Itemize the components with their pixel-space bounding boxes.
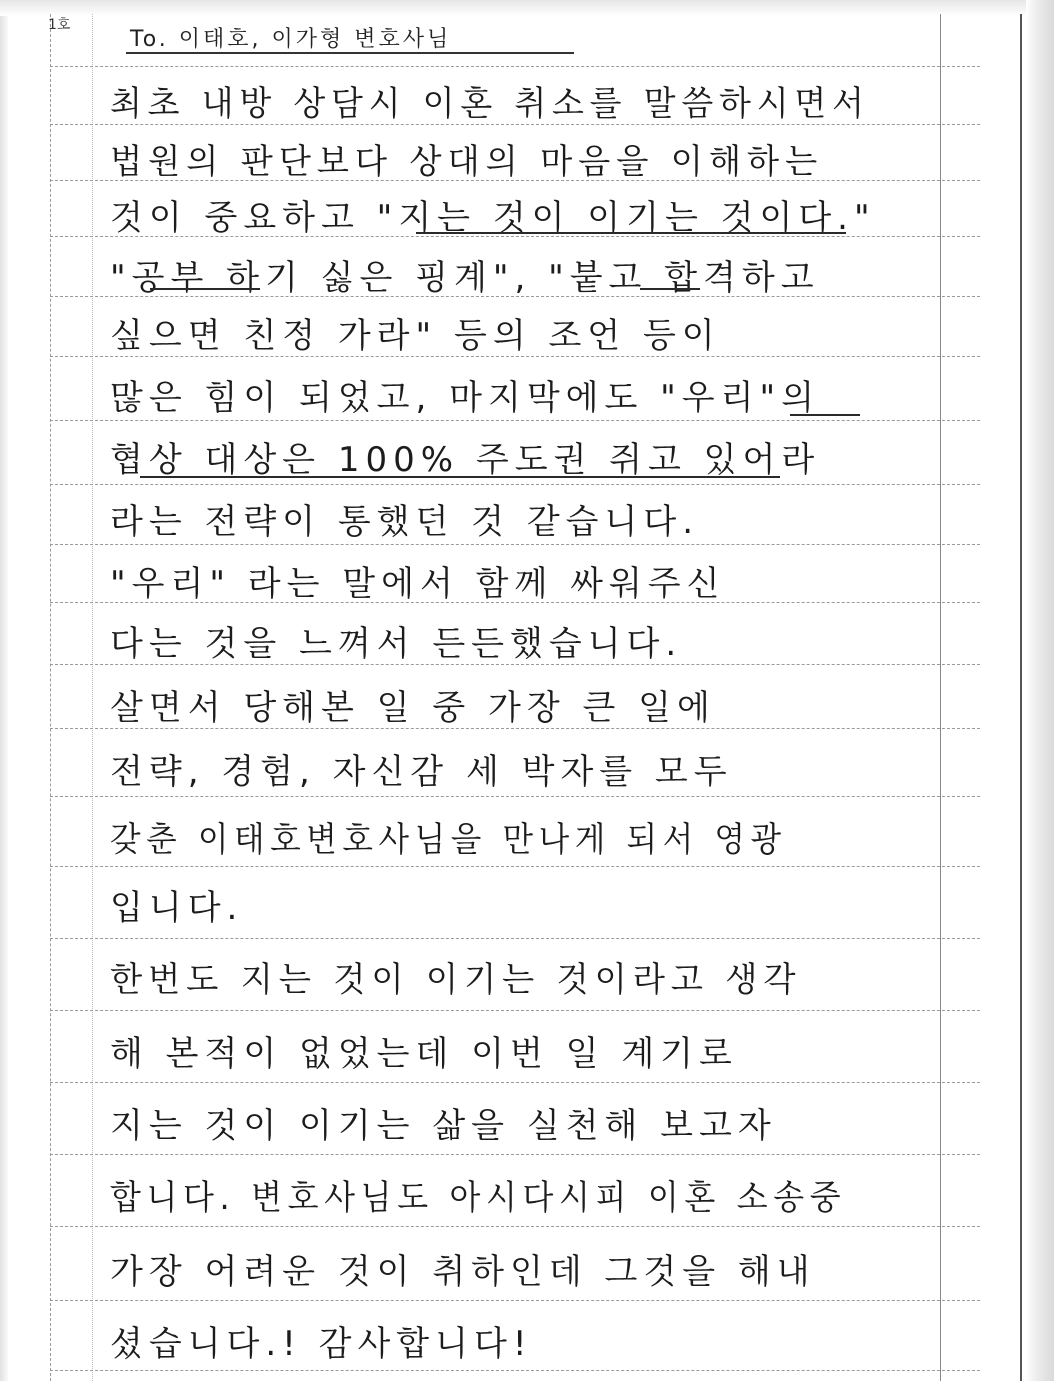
ruled-line bbox=[50, 66, 980, 67]
letter-heading: To. 이태호, 이가형 변호사님 bbox=[130, 27, 452, 52]
letter-line-5: 싶으면 친정 가라" 등의 조언 등이 bbox=[110, 316, 721, 356]
letter-line-20: 셨습니다.! 감사합니다! bbox=[110, 1324, 533, 1364]
heading-underline bbox=[126, 52, 574, 54]
underline-quote-1 bbox=[416, 232, 846, 234]
ruled-line bbox=[50, 544, 980, 545]
ruled-line bbox=[50, 1082, 980, 1083]
letter-line-19: 가장 어려운 것이 취하인데 그것을 해내 bbox=[110, 1252, 816, 1292]
ruled-line bbox=[50, 1370, 980, 1371]
corner-mark: 1호 bbox=[48, 17, 71, 33]
scan-edge-right bbox=[1026, 0, 1054, 1381]
letter-line-15: 한번도 지는 것이 이기는 것이라고 생각 bbox=[110, 960, 802, 1000]
letter-line-2: 법원의 판단보다 상대의 마음을 이해하는 bbox=[110, 142, 824, 182]
letter-line-18: 합니다. 변호사님도 아시다시피 이혼 소송중 bbox=[110, 1178, 847, 1218]
right-margin-line bbox=[940, 14, 941, 1381]
underline-strategy bbox=[140, 476, 780, 478]
underline-quote-3 bbox=[640, 288, 700, 290]
ruled-line bbox=[50, 484, 980, 485]
left-guide-line bbox=[92, 14, 93, 1381]
ruled-line bbox=[50, 1010, 980, 1011]
underline-uri bbox=[790, 414, 860, 416]
paper-right-edge bbox=[1020, 14, 1022, 1381]
ruled-line bbox=[50, 938, 980, 939]
letter-line-13: 갖춘 이태호변호사님을 만나게 되서 영광 bbox=[110, 820, 787, 860]
letter-line-14: 입니다. bbox=[110, 888, 244, 928]
ruled-line bbox=[50, 1154, 980, 1155]
letter-line-11: 살면서 당해본 일 중 가장 큰 일에 bbox=[110, 688, 716, 728]
letter-line-12: 전략, 경험, 자신감 세 박자를 모두 bbox=[110, 752, 733, 792]
left-margin-line bbox=[50, 14, 51, 1381]
ruled-line bbox=[50, 1300, 980, 1301]
letter-line-16: 해 본적이 없었는데 이번 일 계기로 bbox=[110, 1034, 738, 1074]
letter-line-10: 다는 것을 느껴서 든든했습니다. bbox=[110, 624, 683, 664]
letter-line-4: "공부 하기 싫은 핑계", "붙고 합격하고 bbox=[110, 258, 820, 298]
letter-line-17: 지는 것이 이기는 삶을 실천해 보고자 bbox=[110, 1106, 777, 1146]
letter-line-6: 많은 힘이 되었고, 마지막에도 "우리"의 bbox=[110, 378, 820, 418]
ruled-line bbox=[50, 420, 980, 421]
underline-quote-2 bbox=[150, 288, 260, 290]
ruled-line bbox=[50, 1226, 980, 1227]
letter-line-9: "우리" 라는 말에서 함께 싸워주신 bbox=[110, 564, 726, 604]
ruled-line bbox=[50, 796, 980, 797]
letter-line-1: 최초 내방 상담시 이혼 취소를 말씀하시면서 bbox=[110, 84, 870, 124]
letter-line-3: 것이 중요하고 "지는 것이 이기는 것이다." bbox=[110, 198, 876, 238]
letter-line-7: 협상 대상은 100% 주도권 쥐고 있어라 bbox=[110, 440, 821, 480]
letter-line-8: 라는 전략이 통했던 것 같습니다. bbox=[110, 502, 700, 542]
ruled-line bbox=[50, 866, 980, 867]
